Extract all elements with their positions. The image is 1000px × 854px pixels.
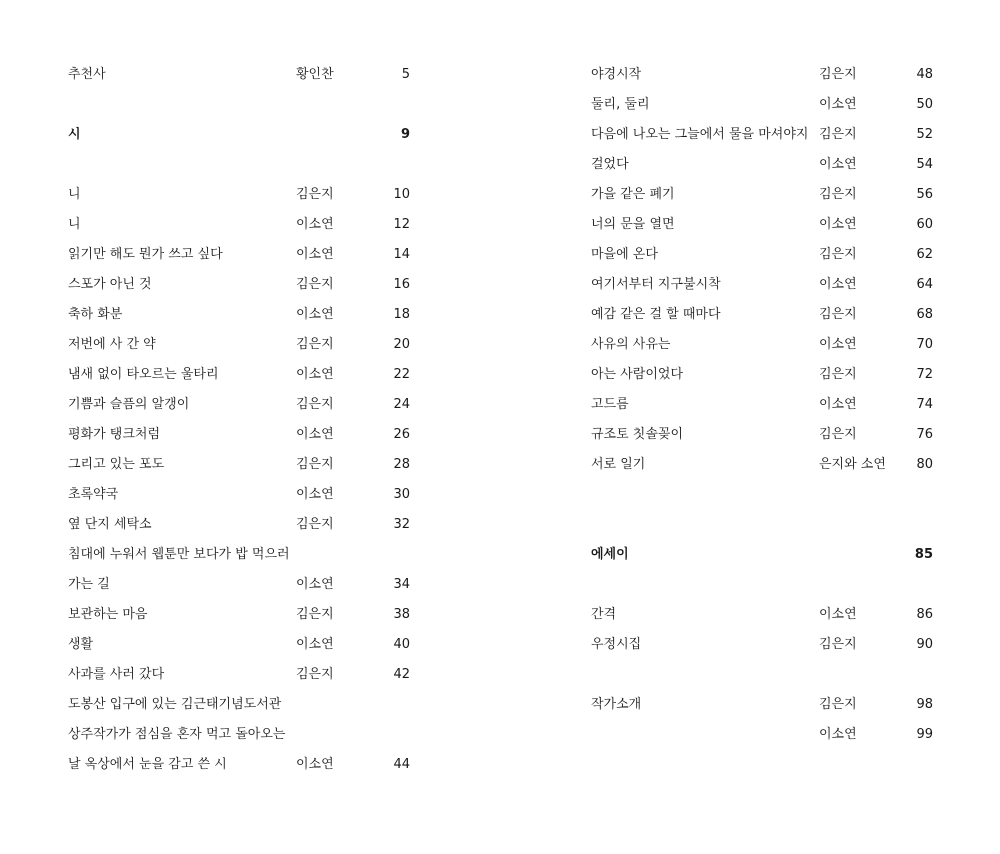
toc-entry-page: 52 bbox=[916, 127, 933, 142]
toc-entry-page: 50 bbox=[916, 97, 933, 112]
toc-entry-title: 둘리, 둘리 bbox=[591, 97, 650, 112]
toc-entry-author: 이소연 bbox=[296, 757, 334, 772]
toc-entry bbox=[68, 450, 410, 480]
toc-entry-title: 니 bbox=[68, 217, 81, 232]
toc-entry bbox=[591, 720, 933, 750]
toc-entry-author: 이소연 bbox=[819, 727, 857, 742]
toc-entry-author: 김은지 bbox=[819, 697, 857, 712]
toc-entry-title: 걸었다 bbox=[591, 157, 629, 172]
toc-entry-page: 22 bbox=[393, 367, 410, 382]
toc-entry-title: 도봉산 입구에 있는 김근태기념도서관 bbox=[68, 697, 282, 712]
toc-entry-title: 너의 문을 열면 bbox=[591, 217, 675, 232]
toc-entry-author: 김은지 bbox=[819, 247, 857, 262]
toc-entry-title: 초록약국 bbox=[68, 487, 119, 502]
toc-entry-author: 김은지 bbox=[819, 367, 857, 382]
toc-entry-page: 42 bbox=[393, 667, 410, 682]
toc-entry bbox=[68, 270, 410, 300]
toc-entry-author: 김은지 bbox=[296, 667, 334, 682]
toc-entry-title: 고드름 bbox=[591, 397, 629, 412]
toc-entry-title: 사유의 사유는 bbox=[591, 337, 671, 352]
toc-entry-page: 5 bbox=[401, 67, 410, 82]
toc-entry bbox=[68, 570, 410, 600]
toc-entry-page: 40 bbox=[393, 637, 410, 652]
toc-entry bbox=[68, 300, 410, 330]
toc-entry-author: 이소연 bbox=[819, 397, 857, 412]
toc-entry-author: 김은지 bbox=[819, 427, 857, 442]
toc-entry-page: 44 bbox=[393, 757, 410, 772]
toc-entry-author: 김은지 bbox=[296, 607, 334, 622]
toc-entry-title: 규조토 칫솔꽂이 bbox=[591, 427, 684, 442]
toc-entry bbox=[68, 150, 410, 180]
toc-entry bbox=[68, 330, 410, 360]
toc-entry-author: 김은지 bbox=[819, 307, 857, 322]
toc-entry-title: 보관하는 마음 bbox=[68, 607, 148, 622]
toc-entry bbox=[591, 180, 933, 210]
toc-entry-title: 에세이 bbox=[591, 547, 629, 562]
toc-entry-author: 김은지 bbox=[296, 337, 334, 352]
toc-entry-author: 이소연 bbox=[296, 217, 334, 232]
toc-entry bbox=[68, 630, 410, 660]
toc-entry bbox=[591, 600, 933, 630]
toc-entry bbox=[68, 180, 410, 210]
toc-entry-author: 은지와 소연 bbox=[819, 457, 886, 472]
toc-entry bbox=[68, 360, 410, 390]
toc-entry bbox=[591, 120, 933, 150]
toc-right-column bbox=[591, 60, 933, 750]
toc-entry bbox=[591, 150, 933, 180]
toc-entry-author: 이소연 bbox=[296, 577, 334, 592]
toc-entry-author: 김은지 bbox=[296, 517, 334, 532]
toc-entry-page: 99 bbox=[916, 727, 933, 742]
toc-entry bbox=[68, 510, 410, 540]
toc-entry-page: 85 bbox=[914, 547, 933, 562]
toc-entry-page: 26 bbox=[393, 427, 410, 442]
toc-entry-page: 10 bbox=[393, 187, 410, 202]
toc-entry-author: 이소연 bbox=[819, 157, 857, 172]
toc-entry-page: 68 bbox=[916, 307, 933, 322]
toc-entry-page: 74 bbox=[916, 397, 933, 412]
toc-entry-page: 60 bbox=[916, 217, 933, 232]
toc-entry bbox=[591, 210, 933, 240]
toc-entry bbox=[591, 300, 933, 330]
toc-entry bbox=[591, 510, 933, 540]
toc-entry bbox=[591, 630, 933, 660]
toc-entry-title: 냄새 없이 타오르는 울타리 bbox=[68, 367, 219, 382]
toc-entry-title: 작가소개 bbox=[591, 697, 642, 712]
toc-entry bbox=[68, 90, 410, 120]
toc-entry bbox=[591, 450, 933, 480]
toc-entry-page: 90 bbox=[916, 637, 933, 652]
toc-entry bbox=[591, 240, 933, 270]
toc-entry-author: 이소연 bbox=[819, 277, 857, 292]
toc-entry bbox=[68, 480, 410, 510]
toc-entry-page: 14 bbox=[393, 247, 410, 262]
toc-entry-author: 이소연 bbox=[819, 97, 857, 112]
toc-entry-title: 가을 같은 폐기 bbox=[591, 187, 675, 202]
toc-entry-page: 98 bbox=[916, 697, 933, 712]
toc-entry-page: 34 bbox=[393, 577, 410, 592]
toc-entry-title: 축하 화분 bbox=[68, 307, 123, 322]
toc-entry-page: 86 bbox=[916, 607, 933, 622]
toc-entry-author: 김은지 bbox=[296, 277, 334, 292]
toc-entry-page: 70 bbox=[916, 337, 933, 352]
toc-entry bbox=[591, 570, 933, 600]
toc-entry-title: 평화가 탱크처럼 bbox=[68, 427, 161, 442]
toc-entry bbox=[591, 540, 933, 570]
toc-entry-author: 이소연 bbox=[296, 427, 334, 442]
toc-entry-title: 아는 사람이었다 bbox=[591, 367, 684, 382]
toc-entry-author: 김은지 bbox=[819, 637, 857, 652]
toc-entry-title: 다음에 나오는 그늘에서 물을 마셔야지 bbox=[591, 127, 809, 142]
toc-entry-title: 읽기만 해도 뭔가 쓰고 싶다 bbox=[68, 247, 223, 262]
toc-entry-title: 스포가 아닌 것 bbox=[68, 277, 152, 292]
toc-entry bbox=[591, 90, 933, 120]
toc-entry bbox=[68, 240, 410, 270]
toc-entry-page: 80 bbox=[916, 457, 933, 472]
toc-entry-author: 김은지 bbox=[296, 457, 334, 472]
toc-entry-title: 우정시집 bbox=[591, 637, 642, 652]
toc-entry-author: 이소연 bbox=[296, 247, 334, 262]
toc-entry-title: 사과를 사러 갔다 bbox=[68, 667, 165, 682]
toc-entry bbox=[591, 690, 933, 720]
toc-entry-author: 이소연 bbox=[296, 637, 334, 652]
toc-entry-title: 그리고 있는 포도 bbox=[68, 457, 165, 472]
toc-entry bbox=[68, 720, 410, 750]
toc-entry bbox=[68, 540, 410, 570]
toc-entry-title: 가는 길 bbox=[68, 577, 110, 592]
toc-entry-author: 김은지 bbox=[819, 67, 857, 82]
toc-entry-page: 24 bbox=[393, 397, 410, 412]
toc-entry-page: 48 bbox=[916, 67, 933, 82]
toc-entry-title: 예감 같은 걸 할 때마다 bbox=[591, 307, 721, 322]
toc-entry bbox=[68, 600, 410, 630]
toc-entry bbox=[68, 120, 410, 150]
toc-entry-title: 여기서부터 지구불시착 bbox=[591, 277, 721, 292]
toc-entry bbox=[68, 750, 410, 780]
toc-entry-page: 18 bbox=[393, 307, 410, 322]
toc-entry-title: 날 옥상에서 눈을 감고 쓴 시 bbox=[68, 757, 227, 772]
toc-entry-title: 옆 단지 세탁소 bbox=[68, 517, 152, 532]
toc-entry-title: 니 bbox=[68, 187, 81, 202]
toc-entry-author: 김은지 bbox=[819, 187, 857, 202]
toc-entry-page: 9 bbox=[400, 127, 410, 142]
toc-entry-title: 기쁨과 슬픔의 알갱이 bbox=[68, 397, 190, 412]
toc-entry-title: 서로 일기 bbox=[591, 457, 646, 472]
toc-entry bbox=[68, 420, 410, 450]
toc-entry-page: 32 bbox=[393, 517, 410, 532]
toc-entry-page: 64 bbox=[916, 277, 933, 292]
toc-entry bbox=[68, 210, 410, 240]
toc-entry bbox=[591, 60, 933, 90]
toc-entry-author: 황인찬 bbox=[296, 67, 334, 82]
toc-entry-page: 38 bbox=[393, 607, 410, 622]
toc-entry-page: 20 bbox=[393, 337, 410, 352]
toc-entry bbox=[68, 60, 410, 90]
toc-entry-author: 김은지 bbox=[296, 397, 334, 412]
toc-entry-page: 54 bbox=[916, 157, 933, 172]
toc-entry-author: 이소연 bbox=[296, 307, 334, 322]
toc-entry-title: 저번에 사 간 약 bbox=[68, 337, 156, 352]
toc-entry-page: 28 bbox=[393, 457, 410, 472]
toc-entry bbox=[591, 480, 933, 510]
toc-entry-page: 12 bbox=[393, 217, 410, 232]
toc-entry-page: 56 bbox=[916, 187, 933, 202]
toc-entry bbox=[591, 360, 933, 390]
toc-entry bbox=[591, 390, 933, 420]
toc-entry bbox=[68, 390, 410, 420]
toc-entry-title: 야경시작 bbox=[591, 67, 642, 82]
toc-entry-page: 62 bbox=[916, 247, 933, 262]
toc-entry-page: 16 bbox=[393, 277, 410, 292]
toc-entry-title: 생활 bbox=[68, 637, 94, 652]
toc-entry-page: 30 bbox=[393, 487, 410, 502]
toc-entry-author: 이소연 bbox=[819, 337, 857, 352]
toc-left-column bbox=[68, 60, 410, 780]
toc-entry-title: 마을에 온다 bbox=[591, 247, 658, 262]
toc-entry-title: 간격 bbox=[591, 607, 617, 622]
toc-entry bbox=[591, 660, 933, 690]
toc-entry-author: 이소연 bbox=[819, 607, 857, 622]
toc-entry bbox=[591, 330, 933, 360]
toc-entry-title: 시 bbox=[68, 127, 81, 142]
toc-entry-page: 72 bbox=[916, 367, 933, 382]
toc-entry bbox=[68, 660, 410, 690]
toc-entry-title: 상주작가가 점심을 혼자 먹고 돌아오는 bbox=[68, 727, 286, 742]
toc-entry-author: 김은지 bbox=[296, 187, 334, 202]
toc-entry-author: 이소연 bbox=[296, 367, 334, 382]
toc-entry-author: 이소연 bbox=[296, 487, 334, 502]
toc-entry bbox=[68, 690, 410, 720]
toc-entry-author: 김은지 bbox=[819, 127, 857, 142]
toc-entry bbox=[591, 420, 933, 450]
toc-entry-page: 76 bbox=[916, 427, 933, 442]
toc-entry-author: 이소연 bbox=[819, 217, 857, 232]
toc-entry-title: 침대에 누워서 웹툰만 보다가 밥 먹으러 bbox=[68, 547, 290, 562]
toc-entry-title: 추천사 bbox=[68, 67, 106, 82]
toc-entry bbox=[591, 270, 933, 300]
